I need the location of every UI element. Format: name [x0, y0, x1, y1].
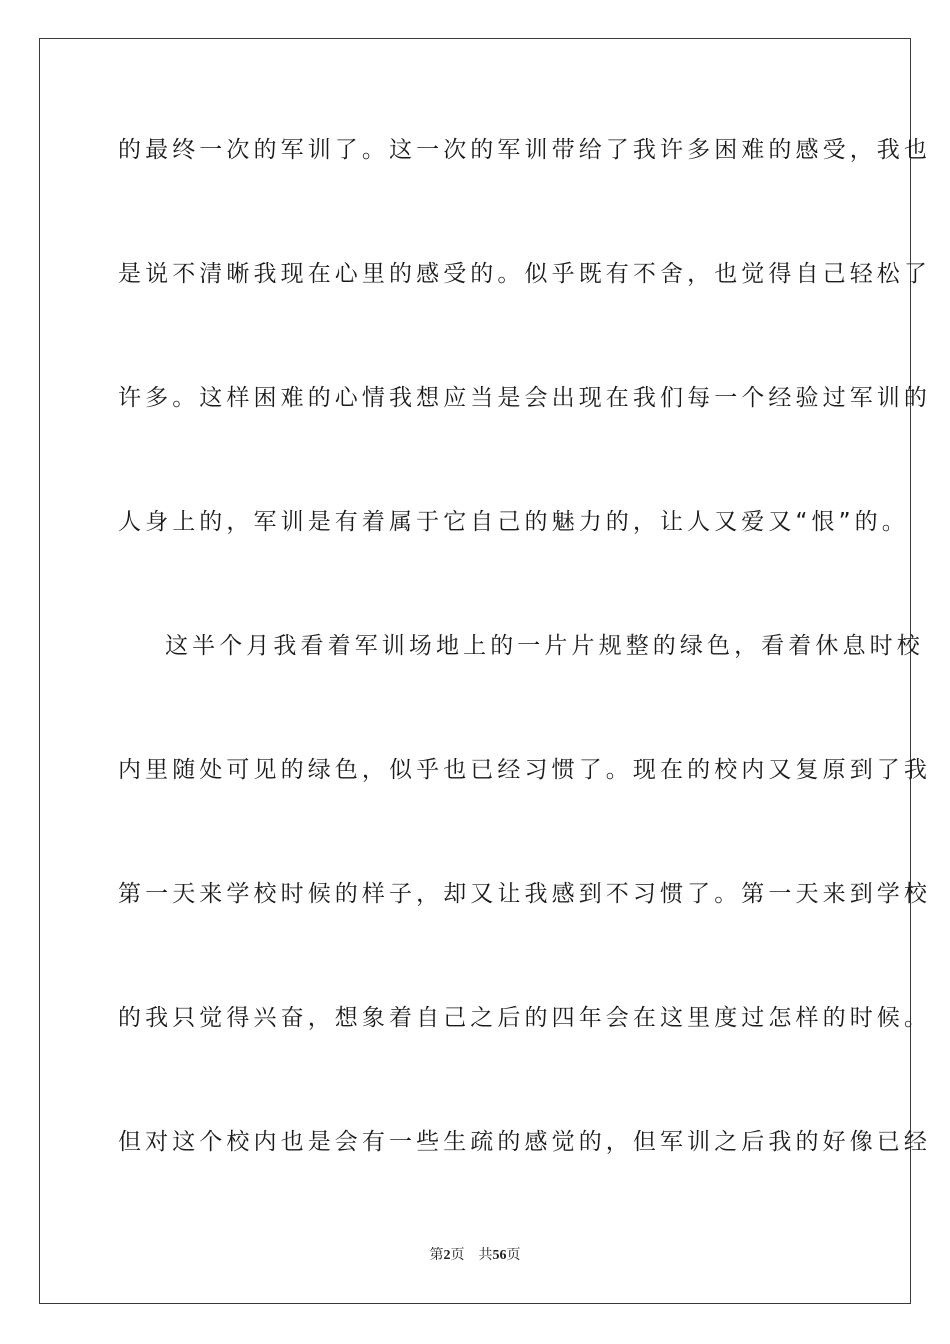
page-suffix: 页: [450, 1248, 465, 1263]
text-line-6: 内里随处可见的绿色，似乎也已经习惯了。现在的校内又复原到了我: [118, 757, 931, 783]
text-line-4: 人身上的，军训是有着属于它自己的魅力的，让人又爱又“恨”的。: [118, 509, 909, 535]
page-footer: [0, 1247, 950, 1265]
total-prefix: 共: [478, 1248, 493, 1263]
text-line-3: 许多。这样困难的心情我想应当是会出现在我们每一个经验过军训的: [118, 385, 931, 411]
total-pages: 56: [492, 1248, 507, 1263]
text-line-8: 的我只觉得兴奋，想象着自己之后的四年会在这里度过怎样的时候。: [118, 1005, 931, 1031]
total-suffix: 页: [506, 1248, 521, 1263]
text-line-1: 的最终一次的军训了。这一次的军训带给了我许多困难的感受，我也: [118, 137, 931, 163]
text-line-5-paragraph-start: 这半个月我看着军训场地上的一片片规整的绿色，看着休息时校: [165, 633, 924, 659]
text-line-2: 是说不清晰我现在心里的感受的。似乎既有不舍，也觉得自己轻松了: [118, 261, 931, 287]
text-line-9: 但对这个校内也是会有一些生疏的感觉的，但军训之后我的好像已经: [118, 1129, 931, 1155]
page-number: 2: [443, 1248, 451, 1263]
text-line-7: 第一天来学校时候的样子，却又让我感到不习惯了。第一天来到学校: [118, 881, 931, 907]
page-border: [39, 38, 931, 1304]
page-prefix: 第: [429, 1248, 444, 1263]
